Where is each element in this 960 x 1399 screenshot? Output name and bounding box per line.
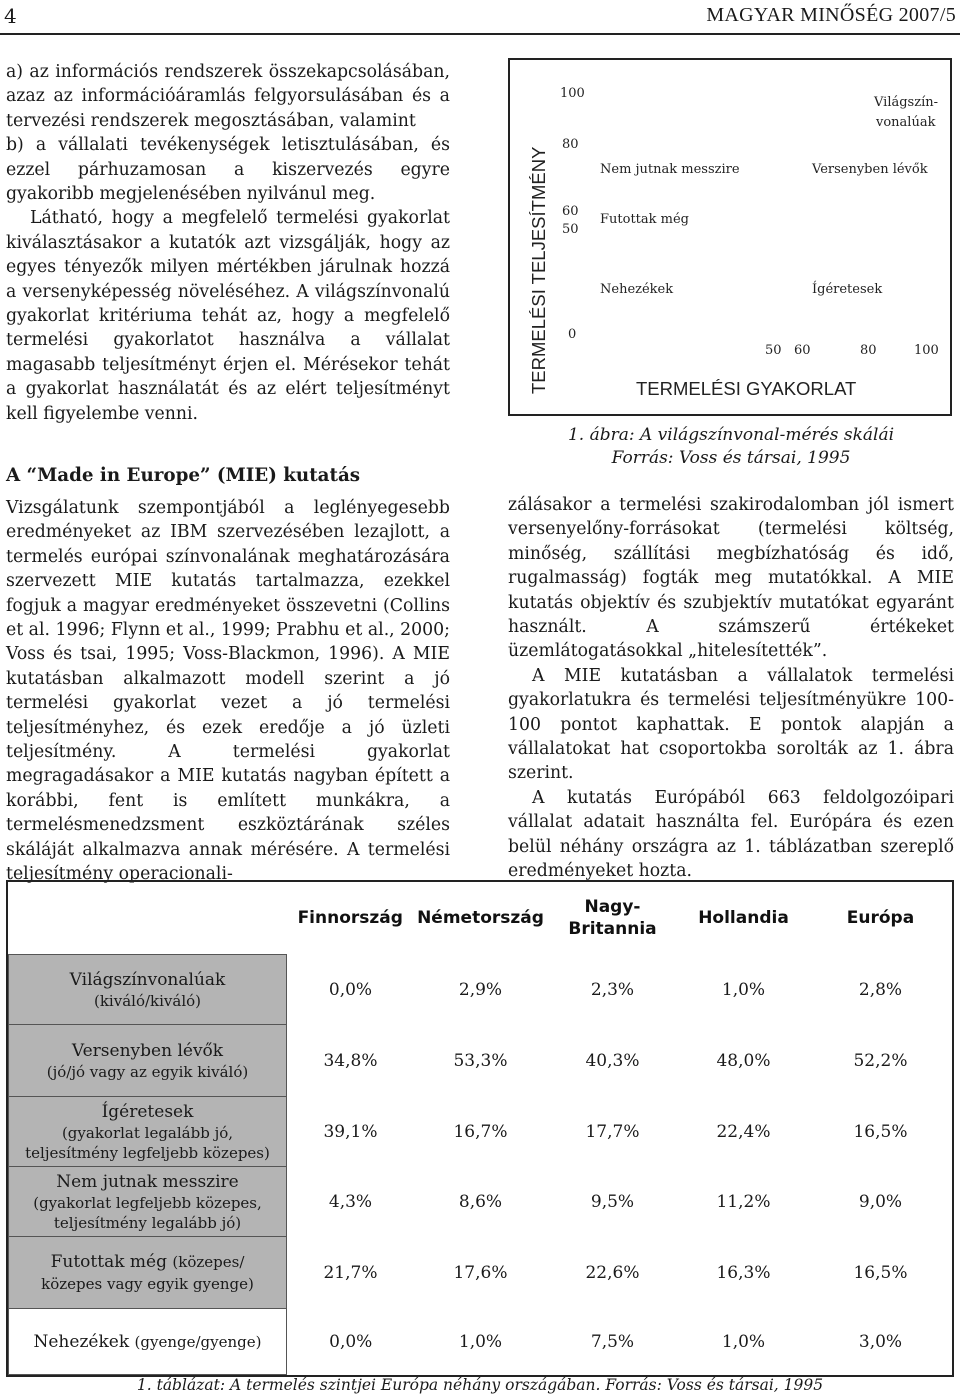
table-cell: 2,3%: [590, 979, 635, 1000]
figure-caption: [508, 424, 954, 470]
table-cell: 17,6%: [453, 1262, 508, 1283]
left-column: [6, 60, 450, 885]
journal-title: MAGYAR MINŐSÉG 2007/5: [706, 4, 956, 26]
region-label: Nehezékek: [600, 282, 674, 297]
results-table: [6, 880, 954, 1377]
page-number: 4: [4, 4, 17, 28]
y-tick: 80: [562, 137, 579, 152]
table-cell: 9,0%: [858, 1191, 903, 1212]
scale-diagram: [510, 60, 954, 418]
col-header-finnorszag: Finnország: [297, 908, 403, 929]
table-cell: 34,8%: [323, 1050, 378, 1071]
row-label: Futottak még (közepes/ közepes vagy egyik gyenge): [9, 1237, 287, 1309]
table-cell: 22,6%: [585, 1262, 640, 1283]
caption-source: Forrás: Voss és társai, 1995: [611, 448, 851, 468]
table-cell: 16,5%: [853, 1121, 908, 1142]
x-axis-label: TERMELÉSI GYAKORLAT: [636, 378, 857, 399]
y-tick: 50: [562, 222, 579, 237]
row-label: Versenyben lévők (jó/jó vagy az egyik kiváló): [9, 1025, 287, 1097]
x-tick: 60: [794, 343, 811, 358]
col-header-europa: Európa: [846, 908, 915, 929]
row-label: Ígéretesek (gyakorlat legalább jó, teljesítmény legfeljebb közepes): [9, 1097, 287, 1167]
table-row: [9, 955, 953, 1025]
paragraph: zálásakor a termelési szakirodalomban jól ismert versenyelőny-forrásokat (termelési költség, minőség, szállítási megbízhatóság és idő, rugalmasság) fogták meg mutatókkal. A MIE kutatás objektív és szubjektív mutatókat egyaránt használt. A számszerű értékeket üzemlátogatásokkal „hitelesítették”.: [508, 495, 954, 662]
paragraph: Vizsgálatunk szempontjából a leglényegesebb eredményeket az IBM szervezésében lezajlott, a termelés európai színvonalának meghatározására szervezett MIE kutatás tartalmazza, ezekkel fogjuk a magyar eredményeket összevetni (Collins et al. 1996; Flynn et al., 1999; Prabhu et al., 2000; Voss és tsai, 1995; Voss-Blackmon, 1996). A MIE kutatásban alkalmazott modell szerint a jó termelési gyakorlat vezet a jó termelési teljesítményhez, és ezek eredője a jó üzleti teljesítmény. A termelési gyakorlat megragadásakor a MIE kutatás nagyban épített a korábbi, fent is említett munkákra, a termelésmenedzsment eszköztárának széles skáláját alkalmazva annak mérésére. A termelési teljesítmény operacionali-: [6, 498, 450, 885]
caption-line: 1. ábra: A világszínvonal-mérés skálái: [567, 425, 895, 445]
table-cell: 2,9%: [458, 979, 503, 1000]
x-tick: 80: [860, 343, 877, 358]
region-label: Ígéretesek: [812, 282, 883, 297]
right-column: [508, 493, 954, 884]
table-row: [9, 1237, 953, 1309]
table-row: [9, 1309, 953, 1375]
table-cell: 53,3%: [453, 1050, 508, 1071]
table-cell: 1,0%: [458, 1331, 503, 1352]
table-cell: 40,3%: [585, 1050, 640, 1071]
section-heading: A “Made in Europe” (MIE) kutatás: [6, 465, 361, 486]
y-tick: 0: [568, 327, 577, 342]
region-label: vonalúak: [876, 115, 936, 130]
table-cell: 3,0%: [858, 1331, 903, 1352]
table-cell: 1,0%: [721, 1331, 766, 1352]
table-cell: 9,5%: [590, 1191, 635, 1212]
region-label: Nem jutnak messzire: [600, 162, 740, 177]
table-cell: 16,3%: [716, 1262, 771, 1283]
table-row: [9, 1167, 953, 1237]
table-cell: 22,4%: [716, 1121, 771, 1142]
region-label: Világszín-: [874, 95, 938, 110]
table-cell: 11,2%: [716, 1191, 771, 1212]
col-header-hollandia: Hollandia: [698, 908, 789, 929]
col-header-nagy-britannia: Nagy- Britannia: [568, 897, 657, 940]
paragraph: A MIE kutatásban a vállalatok termelési gyakorlatukra és termelési teljesítményükre 100-100 pontot kaphattak. E pontok alapján a vállalatokat hat csoportokba sorolták az 1. ábra szerint.: [508, 665, 954, 784]
table-caption: 1. táblázat: A termelés szintjei Európa néhány országában. Forrás: Voss és társai, 1995: [136, 1376, 824, 1394]
col-header-nemetorszag: Németország: [417, 908, 544, 929]
y-tick: 100: [560, 86, 585, 101]
row-label: Nem jutnak messzire (gyakorlat legfeljebb közepes, teljesítmény legalább jó): [9, 1167, 287, 1237]
table-cell: 52,2%: [853, 1050, 908, 1071]
region-label: Versenyben lévők: [812, 162, 928, 177]
table-cell: 1,0%: [721, 979, 766, 1000]
table-cell: 16,7%: [453, 1121, 508, 1142]
table-cell: 17,7%: [585, 1121, 640, 1142]
table-cell: 0,0%: [329, 1331, 373, 1352]
list-item-a: a) az információs rendszerek összekapcsolásában, azaz az információáramlás felgyorsulásában és a tervezési rendszerek megosztásában, valamint: [6, 62, 450, 131]
table-row: [9, 1097, 953, 1167]
y-tick: 60: [562, 204, 579, 219]
table-cell: 4,3%: [328, 1191, 373, 1212]
list-item-b: b) a vállalati tevékenységek letisztulásában, és ezzel párhuzamosan a kiszervezés egyre gyakoribb megjelenésében nyilvánul meg.: [6, 135, 450, 205]
y-axis-label: TERMELÉSI TELJESÍTMÉNY: [528, 146, 549, 394]
table-cell: 8,6%: [458, 1191, 503, 1212]
header-rule: [0, 33, 960, 35]
region-label: Futottak még: [600, 212, 689, 227]
table-cell: 16,5%: [853, 1262, 908, 1283]
table-row: [9, 1025, 953, 1097]
x-tick: 50: [765, 343, 782, 358]
row-label: Világszínvonalúak (kiváló/kiváló): [9, 955, 287, 1025]
table-cell: 21,7%: [323, 1262, 378, 1283]
x-tick: 100: [914, 343, 939, 358]
table-cell: 2,8%: [858, 979, 903, 1000]
table-cell: 48,0%: [716, 1050, 771, 1071]
table-header-row: [9, 882, 953, 955]
paragraph: Látható, hogy a megfelelő termelési gyakorlat kiválasztásakor a kutatók azt vizsgálják, hogy az egyes tényezők milyen mértékben járulnak hozzá a versenyképesség növeléséhez. A világszínvonalú gyakorlat kritériuma tehát az, hogy a megfelelő termelési gyakorlatot használva a vállalat magasabb teljesítményt érjen el. Mérésekor tehát a gyakorlat használatát és az elért teljesítményt kell figyelembe venni.: [6, 208, 450, 424]
table-cell: 0,0%: [328, 979, 373, 1000]
figure-box: [508, 58, 952, 416]
table-cell: 39,1%: [323, 1121, 378, 1142]
row-label: Nehezékek (gyenge/gyenge): [9, 1309, 287, 1375]
header-empty: [9, 882, 287, 955]
paragraph: A kutatás Európából 663 feldolgozóipari vállalat adatait használta fel. Európára és ezen belül néhány országra az 1. táblázatban szereplő eredményeket hozta.: [508, 787, 954, 882]
table-cell: 7,5%: [590, 1331, 635, 1352]
